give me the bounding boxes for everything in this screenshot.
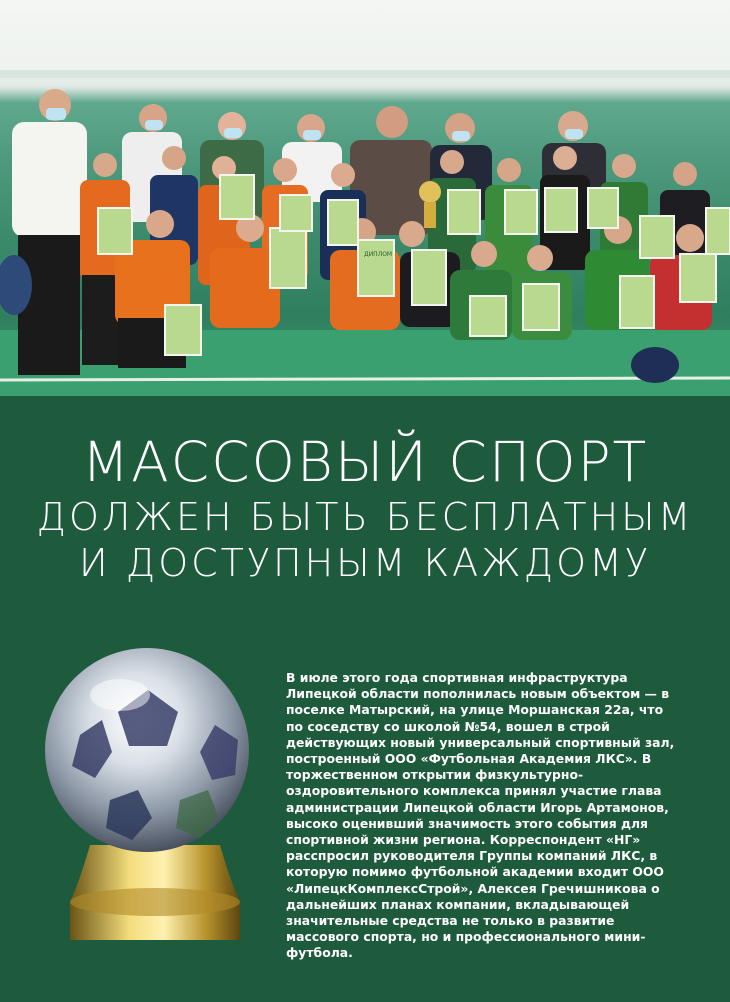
wall-stripe [0, 70, 730, 78]
team-photo-illustration [0, 0, 730, 396]
headline-line-3: И ДОСТУПНЫМ КАЖДОМУ [78, 541, 652, 585]
floor-line [0, 378, 730, 380]
headline-line-1: МАССОВЫЙ СПОРТ [81, 430, 649, 494]
headline-line-2: ДОЛЖЕН БЫТЬ БЕСПЛАТНЫМ [36, 495, 694, 539]
article-lead: В июле этого года спортивная инфраструктура Липецкой области пополнилась новым объектом — в поселке Матырский, на улице Моршанская 22а, что по соседству со школой №54, вошел в строй действующих новый универсальный спортивный зал, построенный ООО «Футбольная Академия ЛКС». В торжественном открытии физкультурно-оздоровительного комплекса принял участие глава администрации Липецкой области Игорь Артамонов, высоко оценивший значимость этого события для спортивной жизни региона. Корреспондент «НГ» расспросил руководителя Группы компаний ЛКС, в которую помимо футбольной академии входит ООО «ЛипецкКомплексСтрой», Алексея Гречишникова о дальнейших планах компании, вкладывающей значительные средства не только в развитие массового спорта, но и профессионального мини-футбола. [286, 670, 675, 961]
sports-bag [631, 347, 679, 383]
ball-trophy-icon [40, 640, 270, 945]
team-photo [0, 0, 730, 396]
ball-trophy-image [40, 640, 270, 945]
diploma-label: ДИПЛОМ [364, 251, 393, 258]
headline [0, 430, 730, 586]
